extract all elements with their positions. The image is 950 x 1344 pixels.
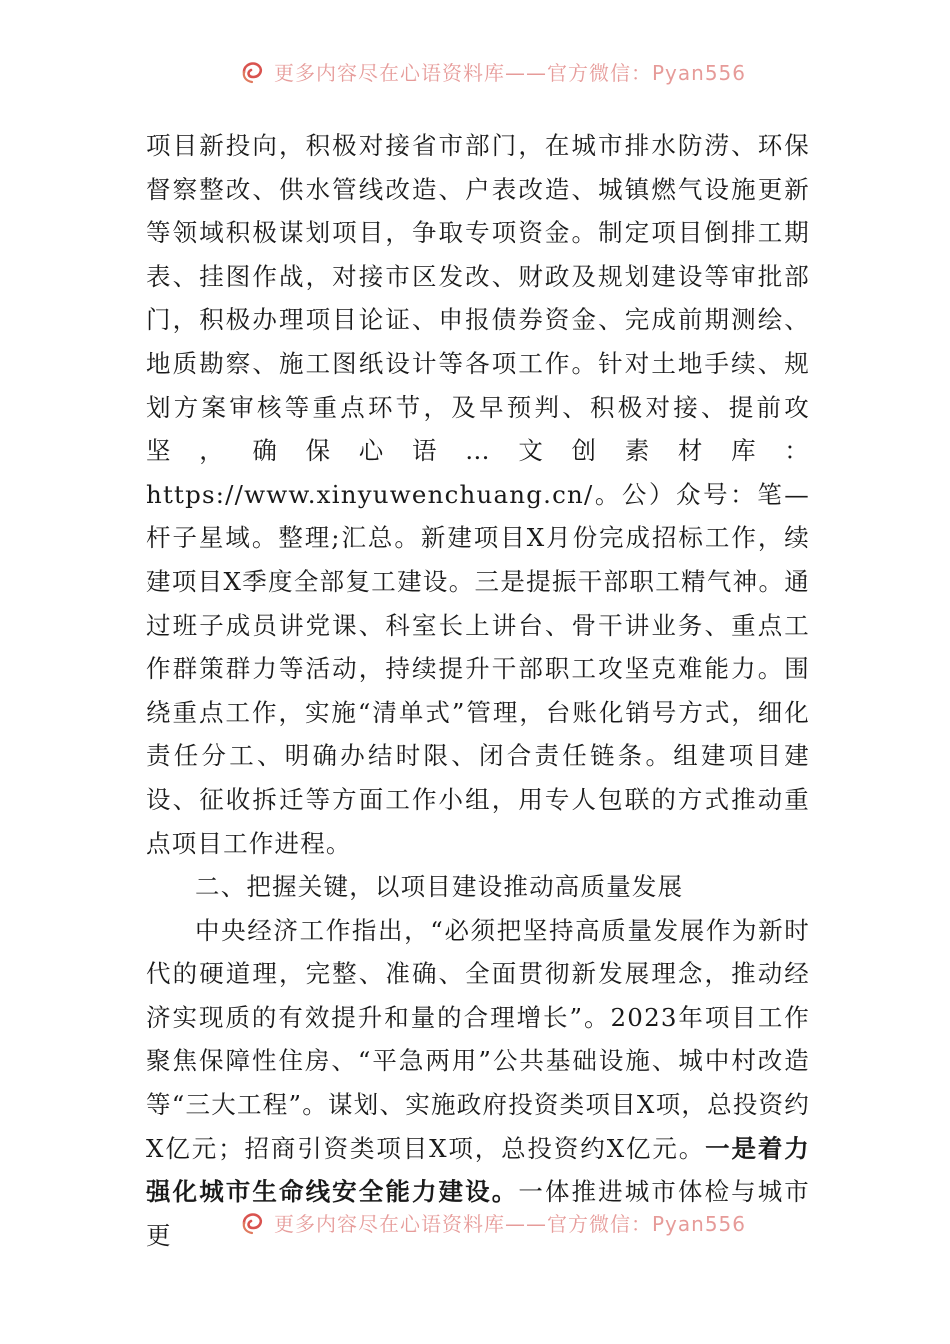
watermark-text: 更多内容尽在心语资料库——官方微信：Pyan556 xyxy=(274,60,747,85)
logo-swirl-icon xyxy=(240,1209,266,1235)
document-body xyxy=(146,124,810,1257)
section-heading: 二、把握关键，以项目建设推动高质量发展 xyxy=(195,872,684,902)
watermark-banner-top xyxy=(240,56,746,86)
watermark-banner-bottom xyxy=(240,1207,746,1237)
paragraph-continuation: 项目新投向，积极对接省市部门，在城市排水防涝、环保督察整改、供水管线改造、户表改造、城镇燃气设施更新等领域积极谋划项目，争取专项资金。制定项目倒排工期表、挂图作战，对接市区发改、财政及规划建设等审批部门，积极办理项目论证、申报债券资金、完成前期测绘、地质勘察、施工图纸设计等各项工作。针对土地手续、规划方案审核等重点环节，及早预判、积极对接、提前攻坚，确保心语…文创素材库：https://www.xinyuwenchuang.cn/。公）众号：笔—杆子星域。整理;汇总。新建项目X月份完成招标工作，续建项目X季度全部复工建设。三是提振干部职工精气神。通过班子成员讲党课、科室长上讲台、骨干讲业务、重点工作群策群力等活动，持续提升干部职工攻坚克难能力。围绕重点工作，实施“清单式”管理，台账化销号方式，细化责任分工、明确办结时限、闭合责任链条。组建项目建设、征收拆迁等方面工作小组，用专人包联的方式推动重点项目工作进程。 xyxy=(146,131,810,858)
paragraph-text: 中央经济工作指出，“必须把坚持高质量发展作为新时代的硬道理，完整、准确、全面贯彻新发展理念，推动经济实现质的有效提升和量的合理增长”。2023年项目工作聚焦保障性住房、“平急两用”公共基础设施、城中村改造等“三大工程”。谋划、实施政府投资类项目X项，总投资约X亿元；招商引资类项目X项，总投资约X亿元。 xyxy=(146,915,810,1163)
logo-swirl-icon xyxy=(240,58,266,84)
bold-point-one: 一是着力强化城市生命线安全能力建设。 xyxy=(146,1133,810,1207)
paragraph-central-economic xyxy=(146,909,810,1258)
watermark-text: 更多内容尽在心语资料库——官方微信：Pyan556 xyxy=(274,1211,747,1236)
paragraph-text-tail: 一体推进城市体检与城市更 xyxy=(146,1177,810,1250)
